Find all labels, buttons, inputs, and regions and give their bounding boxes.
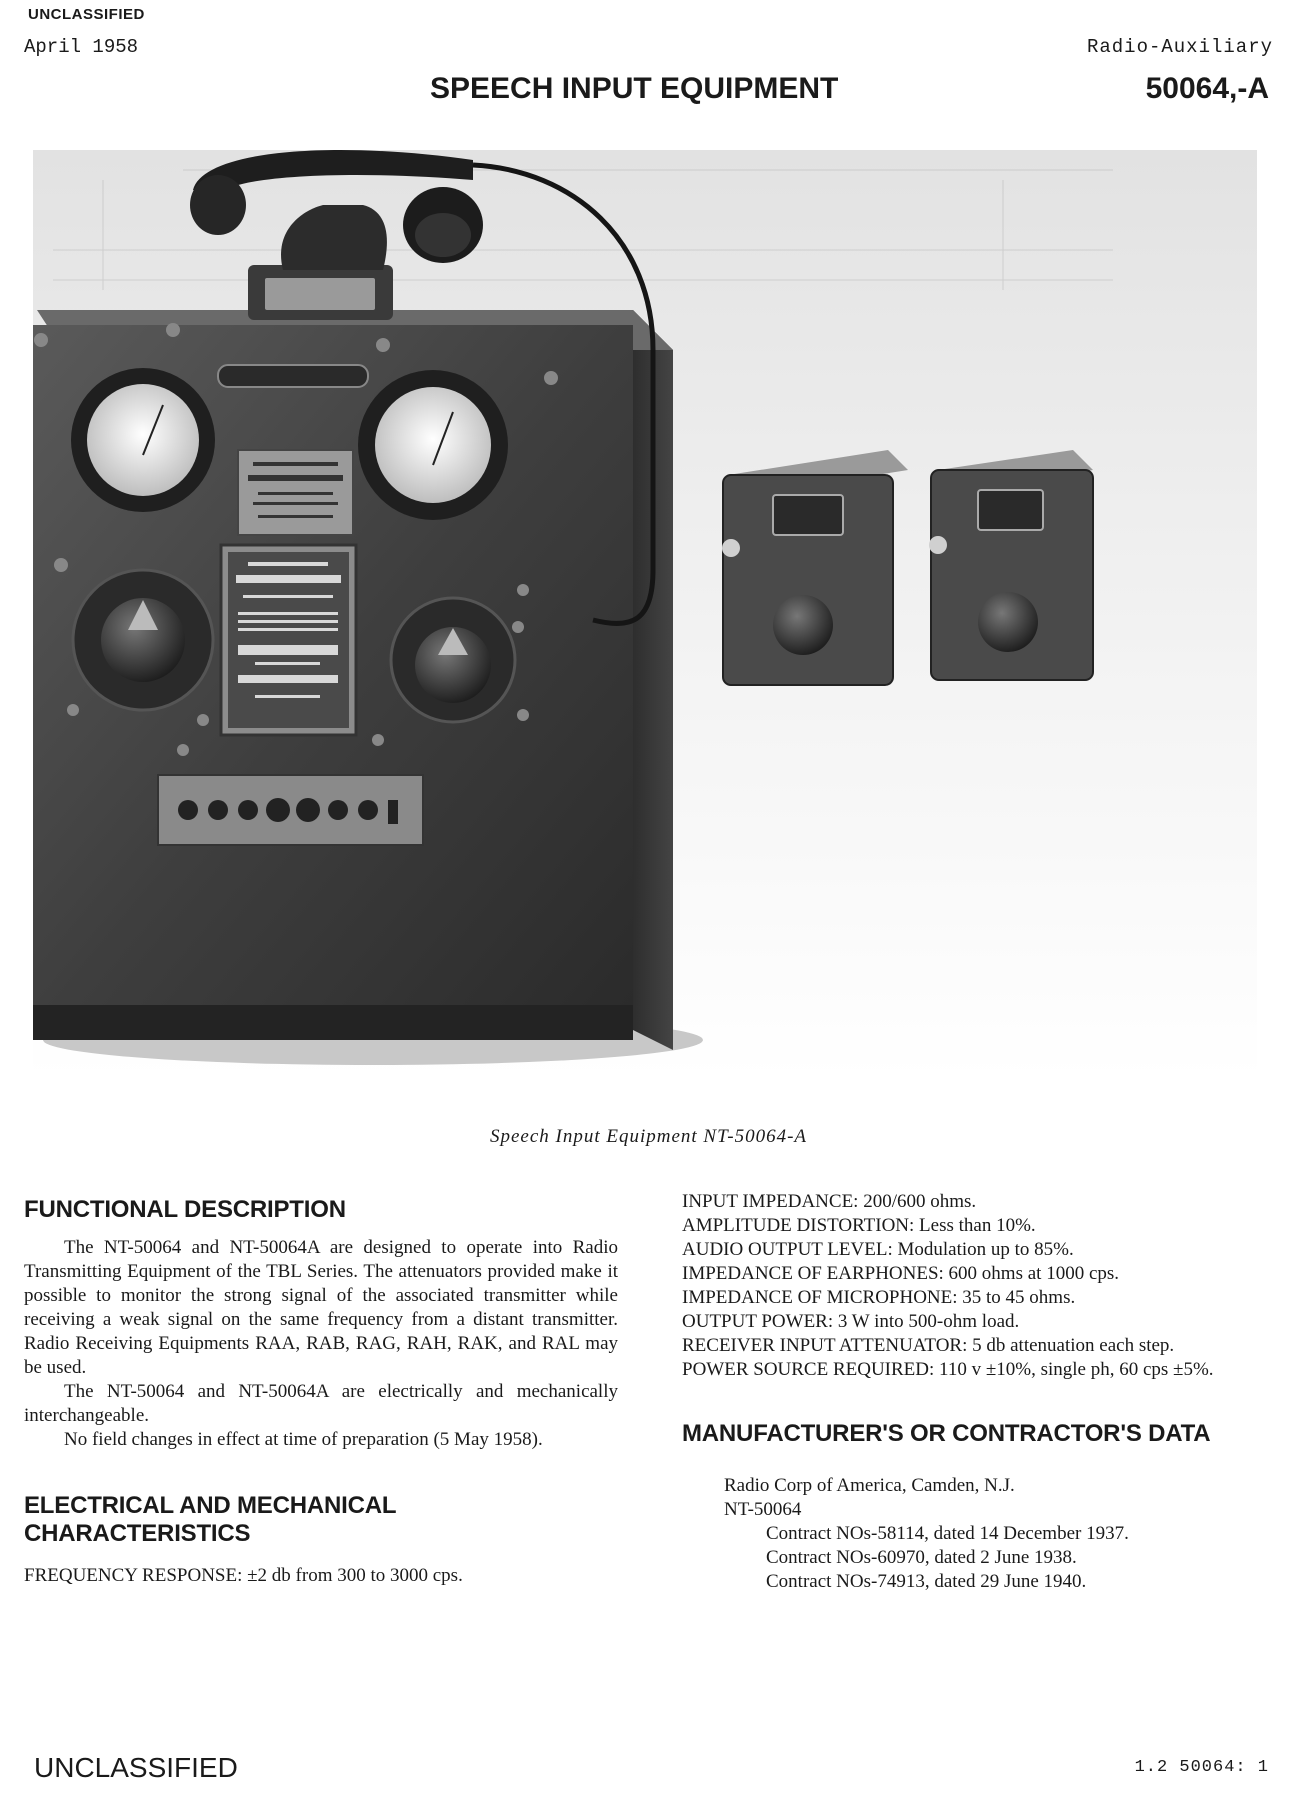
right-control-knob: [391, 598, 515, 722]
issue-date: April 1958: [24, 36, 139, 58]
manufacturer-company: Radio Corp of America, Camden, N.J.: [724, 1475, 1015, 1496]
left-control-knob: [73, 570, 213, 710]
spec-line: IMPEDANCE OF MICROPHONE: 35 to 45 ohms.: [682, 1287, 1076, 1308]
functional-description-paragraph: No field changes in effect at time of preparation (5 May 1958).: [64, 1429, 543, 1450]
spec-line: RECEIVER INPUT ATTENUATOR: 5 db attenuation each step.: [682, 1335, 1175, 1356]
contract-line: Contract NOs-58114, dated 14 December 1937.: [766, 1523, 1129, 1544]
photo-caption: Speech Input Equipment NT-50064-A: [489, 1126, 808, 1147]
right-column: [682, 1190, 1282, 1594]
functional-description-heading: FUNCTIONAL DESCRIPTION: [24, 1196, 346, 1223]
spec-line: AMPLITUDE DISTORTION: Less than 10%.: [682, 1215, 1036, 1236]
functional-description-paragraph: The NT-50064 and NT-50064A are electrically and mechanically interchangeable.: [24, 1381, 618, 1426]
spec-line: INPUT IMPEDANCE: 200/600 ohms.: [682, 1191, 977, 1212]
attenuator-unit-1: [722, 450, 908, 685]
classification-top: UNCLASSIFIED: [28, 6, 145, 23]
level-indicator-meter: [71, 368, 215, 512]
left-column: [24, 1196, 618, 1588]
contract-line: Contract NOs-60970, dated 2 June 1938.: [766, 1547, 1077, 1568]
spec-line: POWER SOURCE REQUIRED: 110 v ±10%, single ph, 60 cps ±5%.: [682, 1359, 1214, 1380]
contract-line: Contract NOs-74913, dated 29 June 1940.: [766, 1571, 1087, 1592]
page-number: 1.2 50064: 1: [1134, 1758, 1269, 1777]
equipment-category: Radio-Auxiliary: [1086, 36, 1273, 58]
spec-line: AUDIO OUTPUT LEVEL: Modulation up to 85%.: [682, 1239, 1074, 1260]
page-title: SPEECH INPUT EQUIPMENT: [430, 72, 839, 105]
functional-description-paragraph: The NT-50064 and NT-50064A are designed to operate into Radio Transmitting Equipment of the TBL Series. The attenuators provided make it possible to monitor the strong signal of the associated transmitter while receiving a weak signal on the same frequency from a distant transmitter. Radio Receiving Equipments RAA, RAB, RAG, RAH, RAK, and RAL may be used.: [24, 1237, 618, 1378]
characteristics-heading: ELECTRICAL AND MECHANICAL CHARACTERISTICS: [24, 1492, 396, 1547]
frequency-response-spec: FREQUENCY RESPONSE: ±2 db from 300 to 3000 cps.: [24, 1565, 463, 1586]
classification-bottom: UNCLASSIFIED: [34, 1752, 238, 1783]
manufacturer-heading: MANUFACTURER'S OR CONTRACTOR'S DATA: [682, 1420, 1211, 1447]
spec-line: IMPEDANCE OF EARPHONES: 600 ohms at 1000 cps.: [682, 1263, 1120, 1284]
model-number: 50064,-A: [1145, 72, 1269, 105]
manufacturer-model: NT-50064: [724, 1499, 802, 1520]
spec-line: OUTPUT POWER: 3 W into 500-ohm load.: [682, 1311, 1020, 1332]
plate-voltage-meter: [358, 370, 508, 520]
attenuator-unit-2: [929, 450, 1093, 680]
equipment-photo: [33, 150, 1257, 1080]
